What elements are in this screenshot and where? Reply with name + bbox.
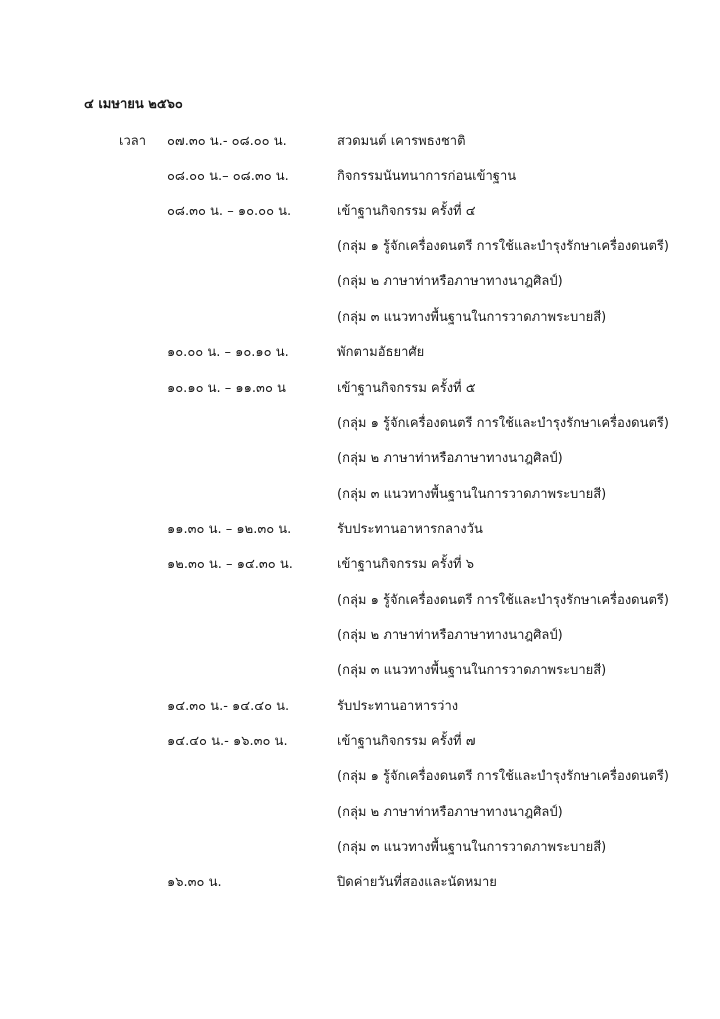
row-time: ๑๐.๑๐ น. – ๑๑.๓๐ น: [167, 381, 286, 396]
row-time: ๑๔.๓๐ น.- ๑๔.๔๐ น.: [167, 699, 290, 714]
row-activity: (กลุ่ม ๓ แนวทางพื้นฐานในการวาดภาพระบายสี): [337, 487, 607, 502]
date-heading: ๔ เมษายน ๒๕๖๐: [84, 97, 183, 112]
row-activity: เข้าฐานกิจกรรม ครั้งที่ ๔: [337, 204, 476, 219]
row-activity: (กลุ่ม ๑ รู้จักเครื่องดนตรี การใช้และบำรุงรักษาเครื่องดนตรี): [337, 239, 669, 254]
row-activity: รับประทานอาหารกลางวัน: [337, 522, 483, 537]
row-time: ๑๔.๔๐ น.- ๑๖.๓๐ น.: [167, 734, 288, 749]
row-activity: (กลุ่ม ๓ แนวทางพื้นฐานในการวาดภาพระบายสี): [337, 310, 607, 325]
row-time: ๐๘.๓๐ น. – ๑๐.๐๐ น.: [167, 204, 292, 219]
row-time: ๑๖.๓๐ น.: [167, 875, 222, 890]
row-activity: (กลุ่ม ๑ รู้จักเครื่องดนตรี การใช้และบำรุงรักษาเครื่องดนตรี): [337, 416, 669, 431]
row-activity: (กลุ่ม ๓ แนวทางพื้นฐานในการวาดภาพระบายสี): [337, 840, 607, 855]
row-time: ๐๘.๐๐ น.– ๐๘.๓๐ น.: [167, 169, 289, 184]
row-activity: (กลุ่ม ๒ ภาษาท่าหรือภาษาทางนาฎศิลป์): [337, 274, 563, 289]
row-activity: (กลุ่ม ๒ ภาษาท่าหรือภาษาทางนาฎศิลป์): [337, 628, 563, 643]
row-activity: เข้าฐานกิจกรรม ครั้งที่ ๖: [337, 557, 474, 572]
row-time: ๑๐.๐๐ น. – ๑๐.๑๐ น.: [167, 345, 289, 360]
row-activity: (กลุ่ม ๓ แนวทางพื้นฐานในการวาดภาพระบายสี): [337, 663, 607, 678]
row-activity: กิจกรรมนันทนาการก่อนเข้าฐาน: [337, 169, 517, 184]
row-activity: (กลุ่ม ๑ รู้จักเครื่องดนตรี การใช้และบำรุงรักษาเครื่องดนตรี): [337, 769, 669, 784]
row-activity: สวดมนต์ เคารพธงชาติ: [337, 134, 466, 149]
row-activity: (กลุ่ม ๒ ภาษาท่าหรือภาษาทางนาฎศิลป์): [337, 805, 563, 820]
row-activity: (กลุ่ม ๒ ภาษาท่าหรือภาษาทางนาฎศิลป์): [337, 451, 563, 466]
time-label: เวลา: [119, 134, 147, 149]
row-activity: รับประทานอาหารว่าง: [337, 699, 459, 714]
row-activity: เข้าฐานกิจกรรม ครั้งที่ ๕: [337, 381, 476, 396]
row-activity: (กลุ่ม ๑ รู้จักเครื่องดนตรี การใช้และบำรุงรักษาเครื่องดนตรี): [337, 593, 669, 608]
row-activity: พักตามอัธยาศัย: [337, 345, 425, 360]
row-time: ๑๑.๓๐ น. – ๑๒.๓๐ น.: [167, 522, 292, 537]
row-activity: ปิดค่ายวันที่สองและนัดหมาย: [337, 875, 497, 890]
row-time: ๑๒.๓๐ น. – ๑๔.๓๐ น.: [167, 557, 293, 572]
row-time: ๐๗.๓๐ น.- ๐๘.๐๐ น.: [167, 134, 287, 149]
row-activity: เข้าฐานกิจกรรม ครั้งที่ ๗: [337, 734, 476, 749]
